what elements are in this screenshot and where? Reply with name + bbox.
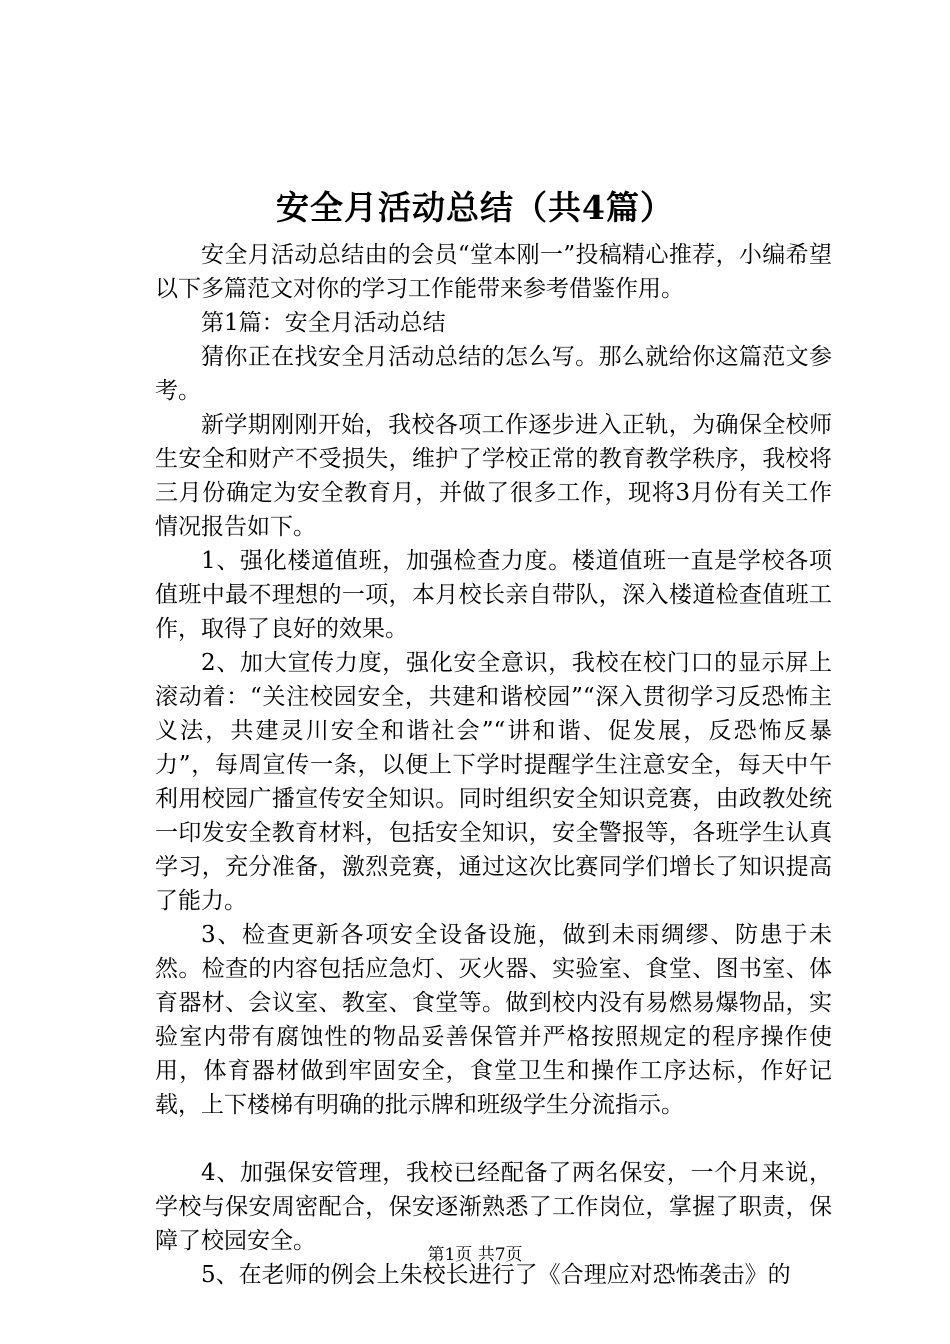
paragraph: 猜你正在找安全月活动总结的怎么写。那么就给你这篇范文参考。 — [155, 344, 832, 404]
section-heading: 第1篇：安全月活动总结 — [201, 310, 446, 336]
list-item: 4、加强保安管理，我校已经配备了两名保安，一个月来说，学校与保安周密配合，保安逐渐熟悉了工作岗位，掌握了职责，保障了校园安全。 — [155, 1160, 832, 1254]
paragraph-intro: 安全月活动总结由的会员“堂本刚一”投稿精心推荐，小编希望以下多篇范文对你的学习工作能带来参考借鉴作用。 — [155, 242, 832, 302]
page-footer: 第1页 共7页 — [427, 1245, 523, 1265]
list-item: 1、强化楼道值班，加强检查力度。楼道值班一直是学校各项值班中最不理想的一项，本月校长亲自带队，深入楼道检查值班工作，取得了良好的效果。 — [155, 548, 832, 642]
list-item: 3、检查更新各项安全设备设施，做到未雨绸缪、防患于未然。检查的内容包括应急灯、灭火器、实验室、食堂、图书室、体育器材、会议室、教室、食堂等。做到校内没有易燃易爆物品，实验室内带有腐蚀性的物品妥善保管并严格按照规定的程序操作使用，体育器材做到牢固安全，食堂卫生和操作工序达标，作好记载，上下楼梯有明确的批示牌和班级学生分流指示。 — [155, 922, 832, 1118]
list-item: 5、在老师的例会上朱校长进行了《合理应对恐怖袭击》的 — [201, 1262, 791, 1288]
document-title: 安全月活动总结（共4篇） — [276, 188, 674, 227]
document-body — [155, 238, 832, 1292]
paragraph: 新学期刚刚开始，我校各项工作逐步进入正轨，为确保全校师生安全和财产不受损失，维护了学校正常的教育教学秩序，我校将三月份确定为安全教育月，并做了很多工作，现将3月份有关工作情况报告如下。 — [155, 412, 832, 540]
list-item: 2、加大宣传力度，强化安全意识，我校在校门口的显示屏上滚动着：“关注校园安全，共建和谐校园”“深入贯彻学习反恐怖主义法，共建灵川安全和谐社会”“讲和谐、促发展，反恐怖反暴力”，每周宣传一条，以便上下学时提醒学生注意安全，每天中午利用校园广播宣传安全知识。同时组织安全知识竞赛，由政教处统一印发安全教育材料，包括安全知识，安全警报等，各班学生认真学习，充分准备，激烈竞赛，通过这次比赛同学们增长了知识提高了能力。 — [155, 650, 832, 914]
